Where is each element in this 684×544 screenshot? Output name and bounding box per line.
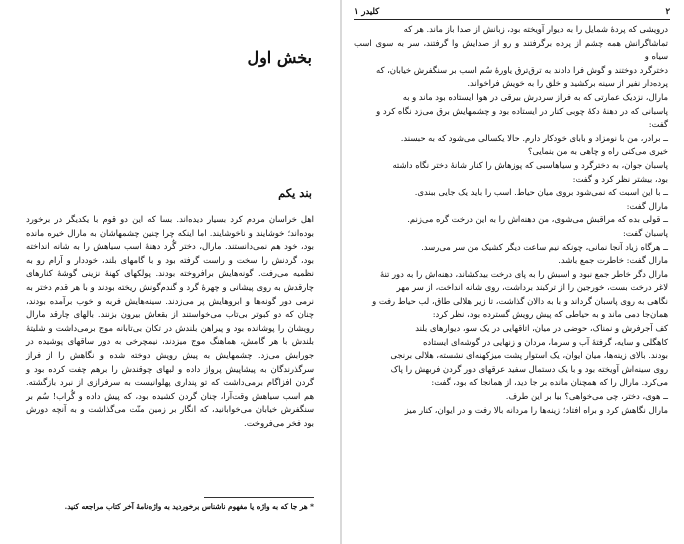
text-line: خیری می‌کنی راه و چاهی به من بنمایی؟ [527, 146, 668, 157]
text-line: ــ هرگاه زیاد آنجا نمانی، چونکه نیم ساعت دیگر کشیک من سر می‌رسد. [421, 241, 668, 252]
text-line: ــ برادر، من با نومزاد و بابای خودکار دارم. حالا یکسالی می‌شود که به حبسند. [400, 132, 668, 143]
text-line: لاغر درخت بست، خورجین را از ترکبند برداشت، روی شانه انداخت، از سر مهر [396, 282, 668, 293]
chapter-title: بند یکم [278, 186, 312, 200]
text-line: ــ هوی، دختر، چی می‌خواهی؟ بیا بر این طرف. [505, 391, 668, 402]
text-line: دخترگرد دوختند و گوش فرا دادند به ترق‌ترق یاورهٔ سُم اسب بر سنگفرش خیابان، که [375, 64, 668, 75]
text-line: کاهگلی و سایه، گرفتهٔ آب و سرما، مردان و زنهایی در گوشه‌ای ایستاده [423, 336, 668, 347]
text-line: پاسبان جوان، به دخترگرد و سیاهاسبی که پوزهاش را کنار شانهٔ دختر نگاه داشته [392, 159, 668, 170]
text-line: نگاهی به روی پاسبان گرداند و با به دالان گذاشت، تا زیر هلالی طاق، لب حیاط رفت و [372, 295, 668, 306]
text-line: گفت: [648, 119, 668, 130]
text-line: پاسبانی که در دهنهٔ دکهٔ چوبی کنار در ایستاده بود و چشمهایش برق می‌زد نگاه کرد و [376, 105, 668, 116]
text-line: روی سینه‌اش آویخته بود و با یک دستمال سفید عرقهای دور گردن فربهش را پاک [390, 363, 668, 374]
footnote: * هر جا که به واژه یا مفهوم ناشناس برخوردید به واژه‌نامهٔ آخر کتاب مراجعه کنید. [64, 502, 314, 511]
text-line: بود، بیشتر نظر کرد و گفت: [572, 173, 668, 184]
text-line: پاسبان گفت: [622, 227, 668, 238]
text-line: مارال نگاهش کرد و براه افتاد؛ زینه‌ها را مردانه بالا رفت و در ایوان، کنار میز [404, 404, 668, 415]
footnote-rule [204, 497, 314, 498]
left-page [0, 0, 340, 544]
text-line: تماشاگرانش همه چشم از پرده برگرفتند و رو از صدایش وا گرفتند، سر به سوی اسب سیاه و [354, 37, 668, 62]
text-line: پرده‌دار نفیر از سینه برکشید و خلق را به خویش فراخواند. [467, 78, 668, 89]
text-line: مارال گفت: [626, 200, 668, 211]
text-line: بودند. بالای زینه‌ها، میان ایوان، یک استوار پشت میزکهنه‌ای نشسته، هلالی برنجی [390, 350, 668, 361]
right-page-body [354, 23, 668, 417]
page-header [354, 6, 670, 18]
text-line: درویشی که پردهٔ شمایل را به دیوار آویخته بود، زبانش از صدا باز ماند. هر که [403, 24, 668, 34]
chapter-body [26, 213, 314, 431]
right-page [342, 0, 684, 544]
running-head: کلیدر ۱ [354, 6, 380, 16]
text-line: همان‌جا دمی ماند و به حیاطی که پیش رویش گسترده بود، نظر کرد: [432, 309, 668, 320]
chapter-paragraph: اهل خراسان مردم کرد بسیار دیده‌اند. بسا که این دو قوم با یکدیگر در برخورد بوده‌اند؛ خوشایند و ناخوشایند. اما اینکه چرا چنین چشمهاشان به مارال خیره مانده بود، خود هم نمی‌دانستند. مارال، دختر گُرد دهنهٔ اسب سیاهش را به شانه انداخته بود، گردنش را سخت و راست گرفته بود و با گامهای بلند، خوددار و آرام رو به نظمیه می‌رفت. گونه‌هایش برافروخته بودند. پولکهای کهنهٔ نزینی گوشهٔ کنارهای چارقدش به روی پیشانی و چهرهٔ گرد و گندم‌گونش ریخته بودند و با هر قدم دختر به نرمی دور گونه‌ها و ابروهایش پر می‌زدند. سینه‌هایش فربه و خوب برآمده بودند، چنان که دو کبوتر بی‌تاب می‌خواستند از بقعاش بیرون بزنند. بالهای چارقد مارال رویشان را پوشانده بود و پیراهن بلندش در تکان بی‌تابانه موج برمی‌داشت و شلیتهٔ بلندش با هر گامش، هماهنگ موج میزدند، نیمچرخی به دور ساقهای پوشیده در جورابش می‌زد. چشمهایش به پیش رویش دوخته شده و نگاهش را از فراز سرگذرندگان به پیشاپیش پرواز داده و لبهای چوقندش را برهم چفت کرده بود و گردن افزاگام برمی‌داشت که تو پنداری پهلوانیست به سرفرازی از نبرد بازگشته. هم اسب سیاهش وقت‌آرا، چنان گردن کشیده بود، که پیش داده و گُراب! سُم بر سنگفرش خیابان می‌خوابانید، که انگار بر زمین منّت می‌گذاشت و به آنچه دورش بود فخر می‌فروخت. [26, 214, 314, 428]
section-title: بخش اول [247, 48, 312, 67]
page-number: ۲ [665, 6, 670, 16]
text-line: می‌کرد. مارال را که همچنان مانده بر جا دید، از همانجا که بود، گفت: [431, 377, 668, 388]
text-line: کف آجرفرش و نمناک، حوضی در میان، اتاقهایی در یک سو، دیوارهای بلند [415, 323, 668, 334]
text-line: ــ با این اسبت که نمی‌شود بروی میان حیاط. اسب را باید یک جایی ببندی. [414, 187, 668, 198]
text-line: مارال دگر خاطر جمع نبود و اسبش را به پای درخت بیدکشاند، دهنه‌اش را به دور تنهٔ [380, 268, 668, 279]
text-line: مارال، نزدیک عمارتی که به فراز سردرش بیرقی در هوا ایستاده بود ماند و به [402, 91, 668, 102]
text-line: مارال گفت: خاطرت جمع باشد. [558, 255, 668, 266]
header-rule [354, 19, 670, 20]
text-line: ــ قولی بده که مراقبش می‌شوی، من دهنه‌اش را به این درخت گره می‌زنم. [407, 214, 668, 225]
